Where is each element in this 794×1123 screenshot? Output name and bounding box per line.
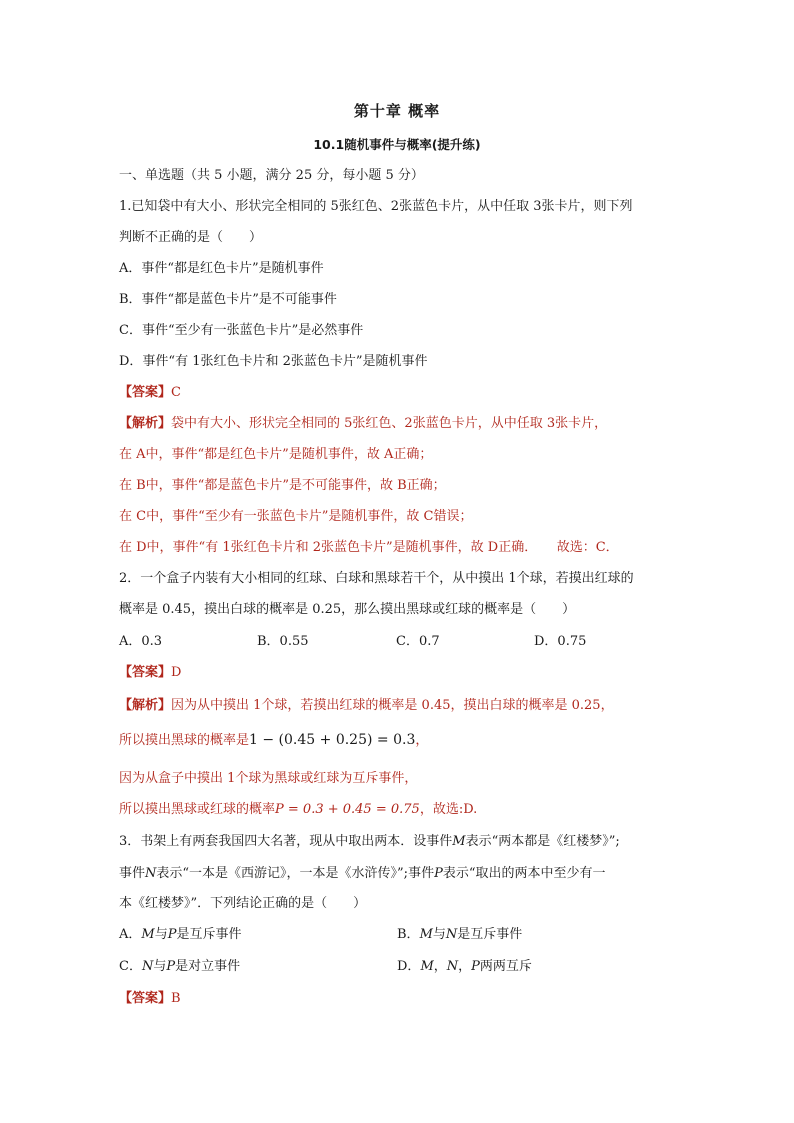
q3-text: 表示“取出的两本中至少有一 <box>442 866 606 881</box>
q2-option-c: C．0.7 <box>396 634 440 649</box>
q3-stem-line1 <box>119 833 620 851</box>
q3-option-b <box>397 926 522 944</box>
analysis-text: 袋中有大小、形状完全相同的 5张红色、2张蓝色卡片，从中任取 3张卡片， <box>171 416 608 431</box>
q1-option-b: B．事件“都是蓝色卡片”是不可能事件 <box>119 292 337 307</box>
section-heading: 一、单选题（共 5 小题，满分 25 分，每小题 5 分） <box>119 168 424 183</box>
answer-value: D <box>171 665 182 680</box>
q3-stem-line3: 本《红楼梦》”．下列结论正确的是（ ） <box>119 896 367 911</box>
option-text: 与 <box>432 927 446 942</box>
var-n: N <box>446 959 459 974</box>
var-p: P <box>434 866 443 881</box>
answer-tag: 【答案】 <box>119 385 172 400</box>
q2-analysis-line2 <box>119 731 428 750</box>
var-p: P <box>166 959 176 974</box>
q1-stem-line2: 判断不正确的是（ ） <box>119 230 263 245</box>
q3-text: 事件 <box>119 866 146 881</box>
q3-stem-line2 <box>119 865 605 883</box>
q2-analysis-line4 <box>119 801 477 819</box>
option-text: 与 <box>153 959 167 974</box>
answer-tag: 【答案】 <box>119 991 172 1006</box>
q1-analysis-line3: 在 B中，事件“都是蓝色卡片”是不可能事件，故 B正确； <box>119 478 446 493</box>
q1-option-a: A．事件“都是红色卡片”是随机事件 <box>119 261 324 276</box>
var-p: P <box>471 959 480 974</box>
analysis-tag: 【解析】 <box>119 698 172 713</box>
var-m: M <box>419 927 433 942</box>
chapter-title: 第十章 概率 <box>353 102 441 120</box>
q1-analysis-line5: 在 D中，事件“有 1张红色卡片和 2张蓝色卡片”是随机事件，故 D正确． 故选：C． <box>119 540 619 555</box>
q3-option-c <box>119 958 240 976</box>
var-p: P <box>167 927 177 942</box>
q2-option-a: A．0.3 <box>119 634 163 649</box>
analysis-tag: 【解析】 <box>119 416 172 431</box>
q2-analysis-line3: 因为从盒子中摸出 1个球为黑球或红球为互斥事件， <box>119 771 418 786</box>
option-text: ， <box>433 959 447 974</box>
var-n: N <box>145 866 157 881</box>
q2-option-d: D．0.75 <box>534 634 587 649</box>
option-text: 与 <box>154 927 168 942</box>
answer-value: B <box>171 991 181 1006</box>
option-text: 两两互斥 <box>479 959 532 974</box>
q1-option-d: D．事件“有 1张红色卡片和 2张蓝色卡片”是随机事件 <box>119 354 428 369</box>
q1-option-c: C．事件“至少有一张蓝色卡片”是必然事件 <box>119 323 364 338</box>
var-m: M <box>420 959 434 974</box>
option-label: C． <box>119 959 142 974</box>
var-n: N <box>445 927 458 942</box>
var-m: M <box>141 927 155 942</box>
q3-answer <box>119 990 181 1008</box>
option-text: 是互斥事件 <box>176 927 242 942</box>
analysis-text: ， <box>415 733 429 748</box>
formula-black-prob: 1 − (0.45 + 0.25) = 0.3 <box>249 732 416 748</box>
option-text: ， <box>458 959 472 974</box>
q1-analysis-line4: 在 C中，事件“至少有一张蓝色卡片”是随机事件，故 C错误； <box>119 509 473 524</box>
formula-black-or-red-prob: P = 0.3 + 0.45 = 0.75 <box>275 802 420 817</box>
answer-tag: 【答案】 <box>119 665 172 680</box>
q3-text: 表示“两本都是《红楼梦》”; <box>465 834 620 849</box>
option-text: 是互斥事件 <box>457 927 523 942</box>
analysis-text: ，故选:D. <box>419 802 478 817</box>
q2-stem-line2: 概率是 0.45，摸出白球的概率是 0.25，那么摸出黑球或红球的概率是（ ） <box>119 602 576 617</box>
q3-text: 3．书架上有两套我国四大名著，现从中取出两本．设事件 <box>119 834 453 849</box>
q2-answer <box>119 664 181 682</box>
q1-answer <box>119 384 181 402</box>
q3-option-a <box>119 926 241 944</box>
q3-option-d <box>397 958 532 976</box>
option-label: B． <box>397 927 420 942</box>
answer-value: C <box>171 385 181 400</box>
option-label: D． <box>397 959 421 974</box>
analysis-text: 因为从中摸出 1个球，若摸出红球的概率是 0.45，摸出白球的概率是 0.25， <box>171 698 614 713</box>
q1-analysis-line1 <box>119 415 607 433</box>
section-subtitle: 10.1随机事件与概率(提升练) <box>313 137 481 152</box>
q3-text: 表示“一本是《西游记》，一本是《水浒传》”;事件 <box>156 866 435 881</box>
option-label: A． <box>119 927 142 942</box>
analysis-text: 所以摸出黑球的概率是 <box>119 733 250 748</box>
var-n: N <box>141 959 154 974</box>
var-m: M <box>452 834 466 849</box>
option-text: 是对立事件 <box>175 959 241 974</box>
q2-stem-line1: 2．一个盒子内装有大小相同的红球、白球和黑球若干个，从中摸出 1个球，若摸出红球的 <box>119 571 634 586</box>
q1-analysis-line2: 在 A中，事件“都是红色卡片”是随机事件，故 A正确； <box>119 447 433 462</box>
q2-analysis-line1 <box>119 697 614 715</box>
q2-option-b: B．0.55 <box>257 634 309 649</box>
analysis-text: 所以摸出黑球或红球的概率 <box>119 802 276 817</box>
q1-stem-line1: 1.已知袋中有大小、形状完全相同的 5张红色、2张蓝色卡片，从中任取 3张卡片，则下列 <box>119 199 633 214</box>
